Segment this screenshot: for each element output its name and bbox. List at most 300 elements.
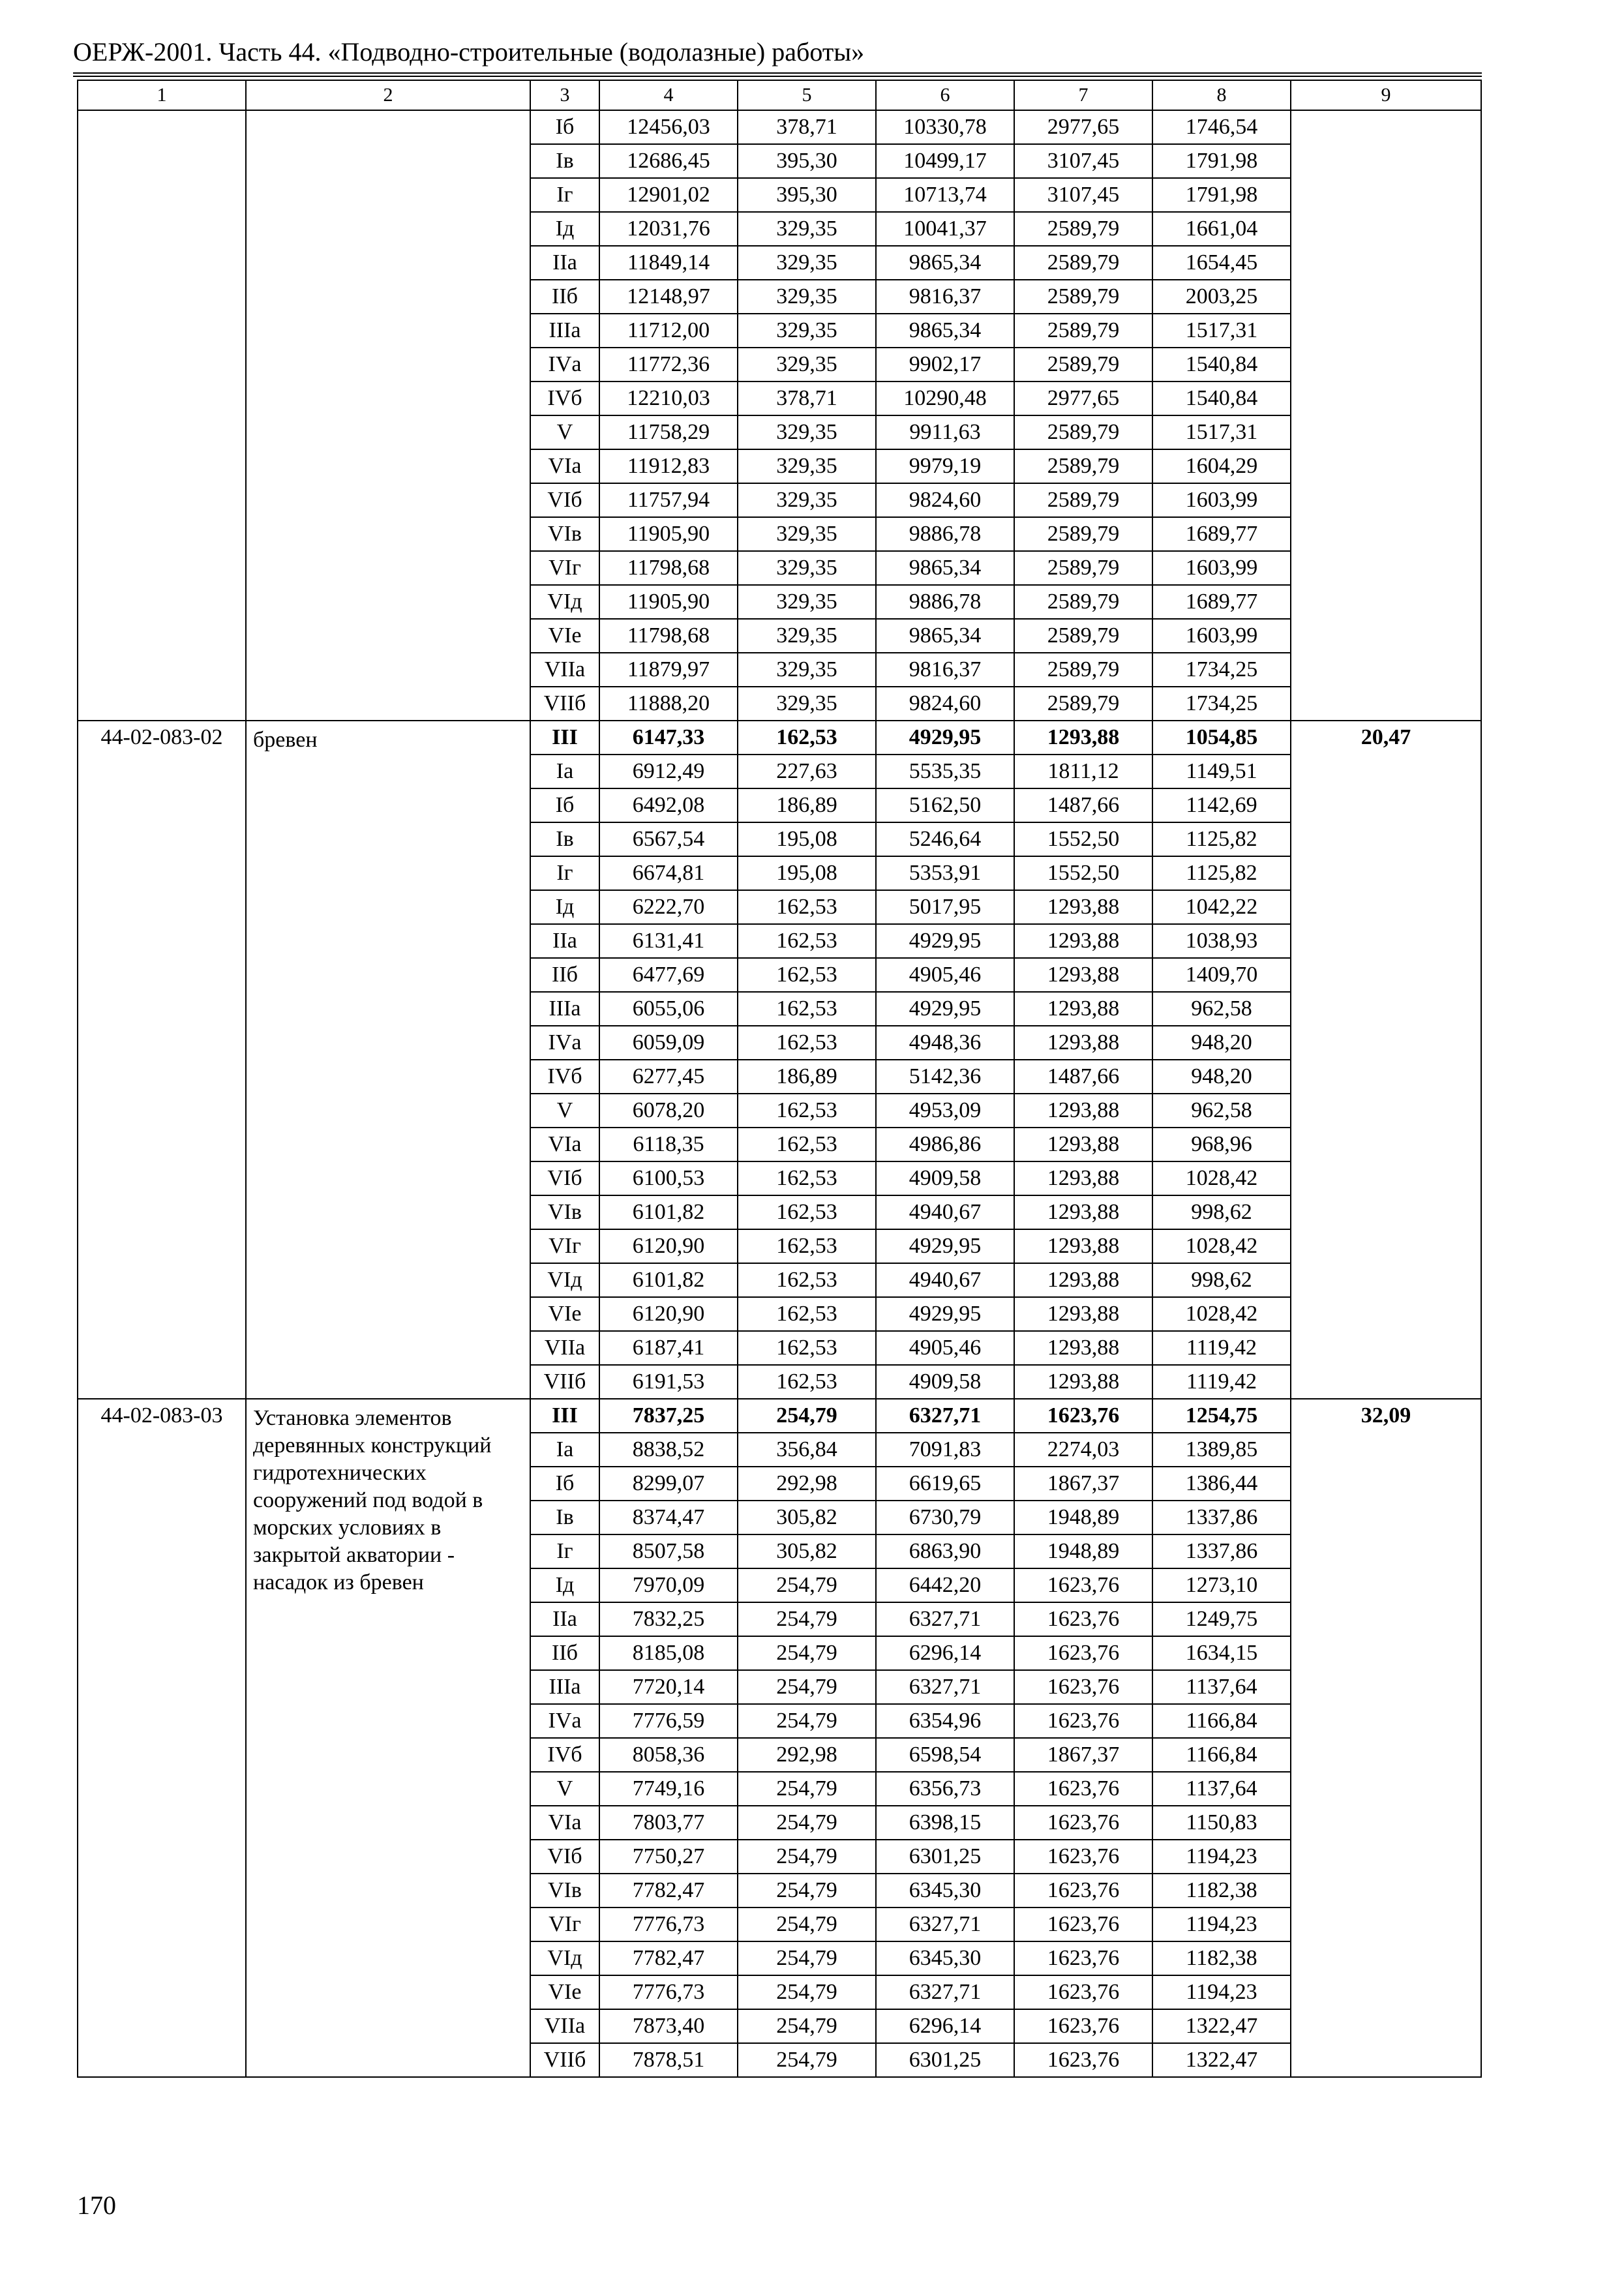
zone-code-cell: VIд [530, 585, 599, 619]
value-cell: 3107,45 [1014, 178, 1152, 212]
zone-code-cell: VIа [530, 1128, 599, 1161]
value-cell: 11912,83 [599, 449, 738, 483]
value-cell: 9824,60 [876, 483, 1014, 517]
value-cell: 962,58 [1152, 1094, 1291, 1128]
value-cell: 1791,98 [1152, 178, 1291, 212]
value-cell: 8185,08 [599, 1636, 738, 1670]
work-description [246, 110, 530, 721]
value-cell: 7776,59 [599, 1704, 738, 1738]
value-cell: 2589,79 [1014, 449, 1152, 483]
column-number: 1 [78, 80, 246, 110]
value-cell: 1119,42 [1152, 1331, 1291, 1365]
zone-code-cell: IVб [530, 1060, 599, 1094]
value-cell: 6301,25 [876, 2043, 1014, 2077]
zone-code-cell: VIв [530, 1874, 599, 1908]
price-table [77, 80, 1482, 2078]
value-cell: 254,79 [738, 1602, 876, 1636]
rate-code: 44-02-083-03 [78, 1399, 246, 2077]
value-cell: 162,53 [738, 721, 876, 755]
value-cell: 1623,76 [1014, 1399, 1152, 1433]
value-cell: 2589,79 [1014, 246, 1152, 280]
zone-code-cell: IVа [530, 1026, 599, 1060]
column-number: 2 [246, 80, 530, 110]
value-cell: 162,53 [738, 1094, 876, 1128]
value-cell: 1623,76 [1014, 1941, 1152, 1975]
value-cell: 7832,25 [599, 1602, 738, 1636]
header-rule-top [73, 72, 1482, 74]
value-cell: 1194,23 [1152, 1975, 1291, 2009]
value-cell: 1689,77 [1152, 585, 1291, 619]
value-cell: 4929,95 [876, 721, 1014, 755]
zone-code-cell: Iа [530, 755, 599, 788]
value-cell: 4909,58 [876, 1161, 1014, 1195]
value-cell: 378,71 [738, 382, 876, 415]
rate-code: 44-02-083-02 [78, 721, 246, 1399]
zone-code-cell: VIе [530, 1297, 599, 1331]
value-cell: 1182,38 [1152, 1874, 1291, 1908]
value-cell: 254,79 [738, 1941, 876, 1975]
value-cell: 2977,65 [1014, 382, 1152, 415]
zone-code-cell: VIIб [530, 1365, 599, 1399]
value-cell: 329,35 [738, 314, 876, 348]
value-cell: 6118,35 [599, 1128, 738, 1161]
value-cell: 1604,29 [1152, 449, 1291, 483]
page-header: ОЕРЖ-2001. Часть 44. «Подводно-строительные (водолазные) работы» [73, 37, 865, 67]
zone-code-cell: III [530, 1399, 599, 1433]
value-cell: 1125,82 [1152, 822, 1291, 856]
value-cell: 2589,79 [1014, 585, 1152, 619]
value-cell: 1149,51 [1152, 755, 1291, 788]
value-cell: 2589,79 [1014, 314, 1152, 348]
value-cell: 162,53 [738, 1263, 876, 1297]
value-cell: 6191,53 [599, 1365, 738, 1399]
value-cell: 5162,50 [876, 788, 1014, 822]
value-cell: 6078,20 [599, 1094, 738, 1128]
value-cell: 1734,25 [1152, 653, 1291, 687]
value-cell: 329,35 [738, 280, 876, 314]
zone-code-cell: Iг [530, 178, 599, 212]
value-cell: 1948,89 [1014, 1534, 1152, 1568]
value-cell: 9979,19 [876, 449, 1014, 483]
value-cell: 998,62 [1152, 1195, 1291, 1229]
value-cell: 6354,96 [876, 1704, 1014, 1738]
value-cell: 1603,99 [1152, 483, 1291, 517]
value-cell: 6301,25 [876, 1840, 1014, 1874]
zone-code-cell: VIIб [530, 687, 599, 721]
value-cell: 1293,88 [1014, 721, 1152, 755]
value-cell: 329,35 [738, 415, 876, 449]
value-cell: 2589,79 [1014, 415, 1152, 449]
value-cell: 5017,95 [876, 890, 1014, 924]
value-cell: 1623,76 [1014, 1568, 1152, 1602]
value-cell: 7776,73 [599, 1975, 738, 2009]
zone-code-cell: IIб [530, 280, 599, 314]
value-cell: 9865,34 [876, 551, 1014, 585]
zone-code-cell: VIа [530, 449, 599, 483]
table-row [78, 110, 1481, 144]
zone-code-cell: Iг [530, 856, 599, 890]
zone-code-cell: IVб [530, 1738, 599, 1772]
value-cell: 9886,78 [876, 517, 1014, 551]
value-cell: 195,08 [738, 856, 876, 890]
column-number: 8 [1152, 80, 1291, 110]
value-cell: 4940,67 [876, 1195, 1014, 1229]
value-cell: 7091,83 [876, 1433, 1014, 1467]
labor-cost: 32,09 [1291, 1399, 1481, 2077]
zone-code-cell: Iб [530, 788, 599, 822]
value-cell: 1125,82 [1152, 856, 1291, 890]
value-cell: 6477,69 [599, 958, 738, 992]
value-cell: 3107,45 [1014, 144, 1152, 178]
value-cell: 1623,76 [1014, 1840, 1152, 1874]
value-cell: 254,79 [738, 1568, 876, 1602]
value-cell: 1623,76 [1014, 1704, 1152, 1738]
value-cell: 11798,68 [599, 551, 738, 585]
value-cell: 1293,88 [1014, 1229, 1152, 1263]
value-cell: 162,53 [738, 1128, 876, 1161]
value-cell: 2274,03 [1014, 1433, 1152, 1467]
value-cell: 12686,45 [599, 144, 738, 178]
value-cell: 356,84 [738, 1433, 876, 1467]
value-cell: 1689,77 [1152, 517, 1291, 551]
value-cell: 11758,29 [599, 415, 738, 449]
value-cell: 162,53 [738, 924, 876, 958]
value-cell: 1517,31 [1152, 314, 1291, 348]
value-cell: 254,79 [738, 1975, 876, 2009]
value-cell: 1389,85 [1152, 1433, 1291, 1467]
value-cell: 7749,16 [599, 1772, 738, 1806]
value-cell: 227,63 [738, 755, 876, 788]
value-cell: 1540,84 [1152, 382, 1291, 415]
value-cell: 162,53 [738, 1229, 876, 1263]
value-cell: 8058,36 [599, 1738, 738, 1772]
value-cell: 6187,41 [599, 1331, 738, 1365]
column-number: 3 [530, 80, 599, 110]
value-cell: 1119,42 [1152, 1365, 1291, 1399]
zone-code-cell: IIа [530, 1602, 599, 1636]
value-cell: 12148,97 [599, 280, 738, 314]
value-cell: 1623,76 [1014, 2043, 1152, 2077]
zone-code-cell: VIд [530, 1263, 599, 1297]
zone-code-cell: VIг [530, 1229, 599, 1263]
value-cell: 12210,03 [599, 382, 738, 415]
value-cell: 9911,63 [876, 415, 1014, 449]
value-cell: 9886,78 [876, 585, 1014, 619]
value-cell: 11798,68 [599, 619, 738, 653]
value-cell: 9865,34 [876, 619, 1014, 653]
value-cell: 11905,90 [599, 585, 738, 619]
zone-code-cell: V [530, 1094, 599, 1128]
value-cell: 6296,14 [876, 2009, 1014, 2043]
value-cell: 1386,44 [1152, 1467, 1291, 1501]
value-cell: 6101,82 [599, 1263, 738, 1297]
column-number: 4 [599, 80, 738, 110]
zone-code-cell: IVа [530, 348, 599, 382]
value-cell: 6120,90 [599, 1297, 738, 1331]
value-cell: 1142,69 [1152, 788, 1291, 822]
value-cell: 292,98 [738, 1467, 876, 1501]
value-cell: 186,89 [738, 1060, 876, 1094]
column-number-row [78, 80, 1481, 110]
value-cell: 1734,25 [1152, 687, 1291, 721]
value-cell: 7970,09 [599, 1568, 738, 1602]
value-cell: 4948,36 [876, 1026, 1014, 1060]
zone-code-cell: VIIа [530, 2009, 599, 2043]
value-cell: 12031,76 [599, 212, 738, 246]
zone-code-cell: V [530, 1772, 599, 1806]
value-cell: 1322,47 [1152, 2009, 1291, 2043]
value-cell: 254,79 [738, 1772, 876, 1806]
zone-code-cell: IIIа [530, 314, 599, 348]
value-cell: 1254,75 [1152, 1399, 1291, 1433]
value-cell: 1028,42 [1152, 1297, 1291, 1331]
value-cell: 1293,88 [1014, 1026, 1152, 1060]
value-cell: 6120,90 [599, 1229, 738, 1263]
value-cell: 254,79 [738, 1840, 876, 1874]
value-cell: 9865,34 [876, 246, 1014, 280]
value-cell: 329,35 [738, 483, 876, 517]
value-cell: 378,71 [738, 110, 876, 144]
value-cell: 329,35 [738, 246, 876, 280]
zone-code-cell: IIIа [530, 1670, 599, 1704]
value-cell: 1293,88 [1014, 1128, 1152, 1161]
column-number: 5 [738, 80, 876, 110]
value-cell: 1623,76 [1014, 1636, 1152, 1670]
value-cell: 254,79 [738, 1806, 876, 1840]
value-cell: 2977,65 [1014, 110, 1152, 144]
zone-code-cell: Iд [530, 1568, 599, 1602]
value-cell: 1746,54 [1152, 110, 1291, 144]
value-cell: 1623,76 [1014, 1908, 1152, 1941]
value-cell: 162,53 [738, 992, 876, 1026]
value-cell: 2003,25 [1152, 280, 1291, 314]
value-cell: 11712,00 [599, 314, 738, 348]
value-cell: 7776,73 [599, 1908, 738, 1941]
value-cell: 395,30 [738, 144, 876, 178]
value-cell: 1623,76 [1014, 1772, 1152, 1806]
value-cell: 1623,76 [1014, 1602, 1152, 1636]
value-cell: 1337,86 [1152, 1501, 1291, 1534]
zone-code-cell: Iб [530, 110, 599, 144]
zone-code-cell: Iб [530, 1467, 599, 1501]
value-cell: 7873,40 [599, 2009, 738, 2043]
value-cell: 948,20 [1152, 1060, 1291, 1094]
value-cell: 962,58 [1152, 992, 1291, 1026]
value-cell: 7782,47 [599, 1874, 738, 1908]
value-cell: 1137,64 [1152, 1772, 1291, 1806]
value-cell: 6398,15 [876, 1806, 1014, 1840]
value-cell: 162,53 [738, 1331, 876, 1365]
zone-code-cell: VIв [530, 1195, 599, 1229]
zone-code-cell: Iв [530, 822, 599, 856]
value-cell: 395,30 [738, 178, 876, 212]
value-cell: 1042,22 [1152, 890, 1291, 924]
value-cell: 10713,74 [876, 178, 1014, 212]
value-cell: 6277,45 [599, 1060, 738, 1094]
value-cell: 11879,97 [599, 653, 738, 687]
value-cell: 195,08 [738, 822, 876, 856]
value-cell: 329,35 [738, 212, 876, 246]
value-cell: 6442,20 [876, 1568, 1014, 1602]
value-cell: 6912,49 [599, 755, 738, 788]
value-cell: 1182,38 [1152, 1941, 1291, 1975]
value-cell: 12901,02 [599, 178, 738, 212]
value-cell: 8507,58 [599, 1534, 738, 1568]
value-cell: 162,53 [738, 1297, 876, 1331]
value-cell: 254,79 [738, 2043, 876, 2077]
value-cell: 162,53 [738, 958, 876, 992]
value-cell: 1552,50 [1014, 856, 1152, 890]
value-cell: 2589,79 [1014, 517, 1152, 551]
value-cell: 6100,53 [599, 1161, 738, 1195]
value-cell: 4909,58 [876, 1365, 1014, 1399]
value-cell: 7782,47 [599, 1941, 738, 1975]
value-cell: 254,79 [738, 1399, 876, 1433]
value-cell: 2589,79 [1014, 280, 1152, 314]
zone-code-cell: IIа [530, 246, 599, 280]
value-cell: 1540,84 [1152, 348, 1291, 382]
value-cell: 162,53 [738, 890, 876, 924]
value-cell: 1249,75 [1152, 1602, 1291, 1636]
value-cell: 1028,42 [1152, 1229, 1291, 1263]
value-cell: 6598,54 [876, 1738, 1014, 1772]
value-cell: 329,35 [738, 348, 876, 382]
value-cell: 1603,99 [1152, 551, 1291, 585]
value-cell: 7878,51 [599, 2043, 738, 2077]
zone-code-cell: Iг [530, 1534, 599, 1568]
header-rule-bottom [73, 76, 1482, 77]
value-cell: 1409,70 [1152, 958, 1291, 992]
value-cell: 1623,76 [1014, 1975, 1152, 2009]
value-cell: 254,79 [738, 1670, 876, 1704]
work-description: Установка элементов деревянных конструкций гидротехнических сооружений под водой в морских условиях в закрытой акватории - насадок из бревен [246, 1399, 530, 2077]
value-cell: 1948,89 [1014, 1501, 1152, 1534]
zone-code-cell: VIг [530, 1908, 599, 1941]
value-cell: 1293,88 [1014, 1297, 1152, 1331]
value-cell: 6059,09 [599, 1026, 738, 1060]
value-cell: 1293,88 [1014, 1331, 1152, 1365]
value-cell: 6345,30 [876, 1941, 1014, 1975]
value-cell: 10330,78 [876, 110, 1014, 144]
value-cell: 10041,37 [876, 212, 1014, 246]
value-cell: 329,35 [738, 449, 876, 483]
value-cell: 2589,79 [1014, 348, 1152, 382]
value-cell: 6345,30 [876, 1874, 1014, 1908]
zone-code-cell: VIв [530, 517, 599, 551]
value-cell: 1194,23 [1152, 1908, 1291, 1941]
value-cell: 2589,79 [1014, 212, 1152, 246]
value-cell: 5246,64 [876, 822, 1014, 856]
value-cell: 5535,35 [876, 755, 1014, 788]
value-cell: 12456,03 [599, 110, 738, 144]
value-cell: 254,79 [738, 1874, 876, 1908]
value-cell: 11757,94 [599, 483, 738, 517]
value-cell: 1194,23 [1152, 1840, 1291, 1874]
value-cell: 1634,15 [1152, 1636, 1291, 1670]
value-cell: 1791,98 [1152, 144, 1291, 178]
value-cell: 6296,14 [876, 1636, 1014, 1670]
value-cell: 1623,76 [1014, 1670, 1152, 1704]
value-cell: 329,35 [738, 517, 876, 551]
value-cell: 7750,27 [599, 1840, 738, 1874]
value-cell: 1137,64 [1152, 1670, 1291, 1704]
value-cell: 162,53 [738, 1195, 876, 1229]
value-cell: 6327,71 [876, 1908, 1014, 1941]
value-cell: 1867,37 [1014, 1467, 1152, 1501]
column-number: 7 [1014, 80, 1152, 110]
zone-code-cell: VIIб [530, 2043, 599, 2077]
value-cell: 1293,88 [1014, 1263, 1152, 1297]
zone-code-cell: V [530, 415, 599, 449]
value-cell: 1337,86 [1152, 1534, 1291, 1568]
labor-cost: 20,47 [1291, 721, 1481, 1399]
value-cell: 4929,95 [876, 992, 1014, 1026]
value-cell: 1054,85 [1152, 721, 1291, 755]
value-cell: 6356,73 [876, 1772, 1014, 1806]
value-cell: 4905,46 [876, 958, 1014, 992]
value-cell: 2589,79 [1014, 653, 1152, 687]
page-number: 170 [77, 2191, 116, 2220]
zone-code-cell: Iд [530, 890, 599, 924]
value-cell: 1166,84 [1152, 1704, 1291, 1738]
value-cell: 305,82 [738, 1534, 876, 1568]
value-cell: 8299,07 [599, 1467, 738, 1501]
value-cell: 948,20 [1152, 1026, 1291, 1060]
value-cell: 254,79 [738, 1636, 876, 1670]
zone-code-cell: IIа [530, 924, 599, 958]
column-number: 6 [876, 80, 1014, 110]
value-cell: 1811,12 [1014, 755, 1152, 788]
value-cell: 1293,88 [1014, 958, 1152, 992]
value-cell: 329,35 [738, 687, 876, 721]
value-cell: 162,53 [738, 1365, 876, 1399]
value-cell: 329,35 [738, 585, 876, 619]
zone-code-cell: VIб [530, 1161, 599, 1195]
value-cell: 1322,47 [1152, 2043, 1291, 2077]
value-cell: 1028,42 [1152, 1161, 1291, 1195]
zone-code-cell: IIб [530, 958, 599, 992]
value-cell: 1623,76 [1014, 1806, 1152, 1840]
zone-code-cell: IIIа [530, 992, 599, 1026]
value-cell: 1273,10 [1152, 1568, 1291, 1602]
value-cell: 1517,31 [1152, 415, 1291, 449]
value-cell: 6619,65 [876, 1467, 1014, 1501]
value-cell: 998,62 [1152, 1263, 1291, 1297]
zone-code-cell: Iв [530, 1501, 599, 1534]
value-cell: 9902,17 [876, 348, 1014, 382]
value-cell: 254,79 [738, 1908, 876, 1941]
value-cell: 1293,88 [1014, 924, 1152, 958]
value-cell: 329,35 [738, 619, 876, 653]
column-number: 9 [1291, 80, 1481, 110]
value-cell: 254,79 [738, 2009, 876, 2043]
zone-code-cell: VIа [530, 1806, 599, 1840]
zone-code-cell: VIг [530, 551, 599, 585]
value-cell: 1293,88 [1014, 1161, 1152, 1195]
zone-code-cell: VIе [530, 619, 599, 653]
value-cell: 8374,47 [599, 1501, 738, 1534]
value-cell: 968,96 [1152, 1128, 1291, 1161]
value-cell: 6327,71 [876, 1670, 1014, 1704]
value-cell: 4929,95 [876, 1229, 1014, 1263]
zone-code-cell: IVа [530, 1704, 599, 1738]
zone-code-cell: VIе [530, 1975, 599, 2009]
value-cell: 305,82 [738, 1501, 876, 1534]
rate-code [78, 110, 246, 721]
value-cell: 1623,76 [1014, 2009, 1152, 2043]
value-cell: 254,79 [738, 1704, 876, 1738]
value-cell: 11849,14 [599, 246, 738, 280]
